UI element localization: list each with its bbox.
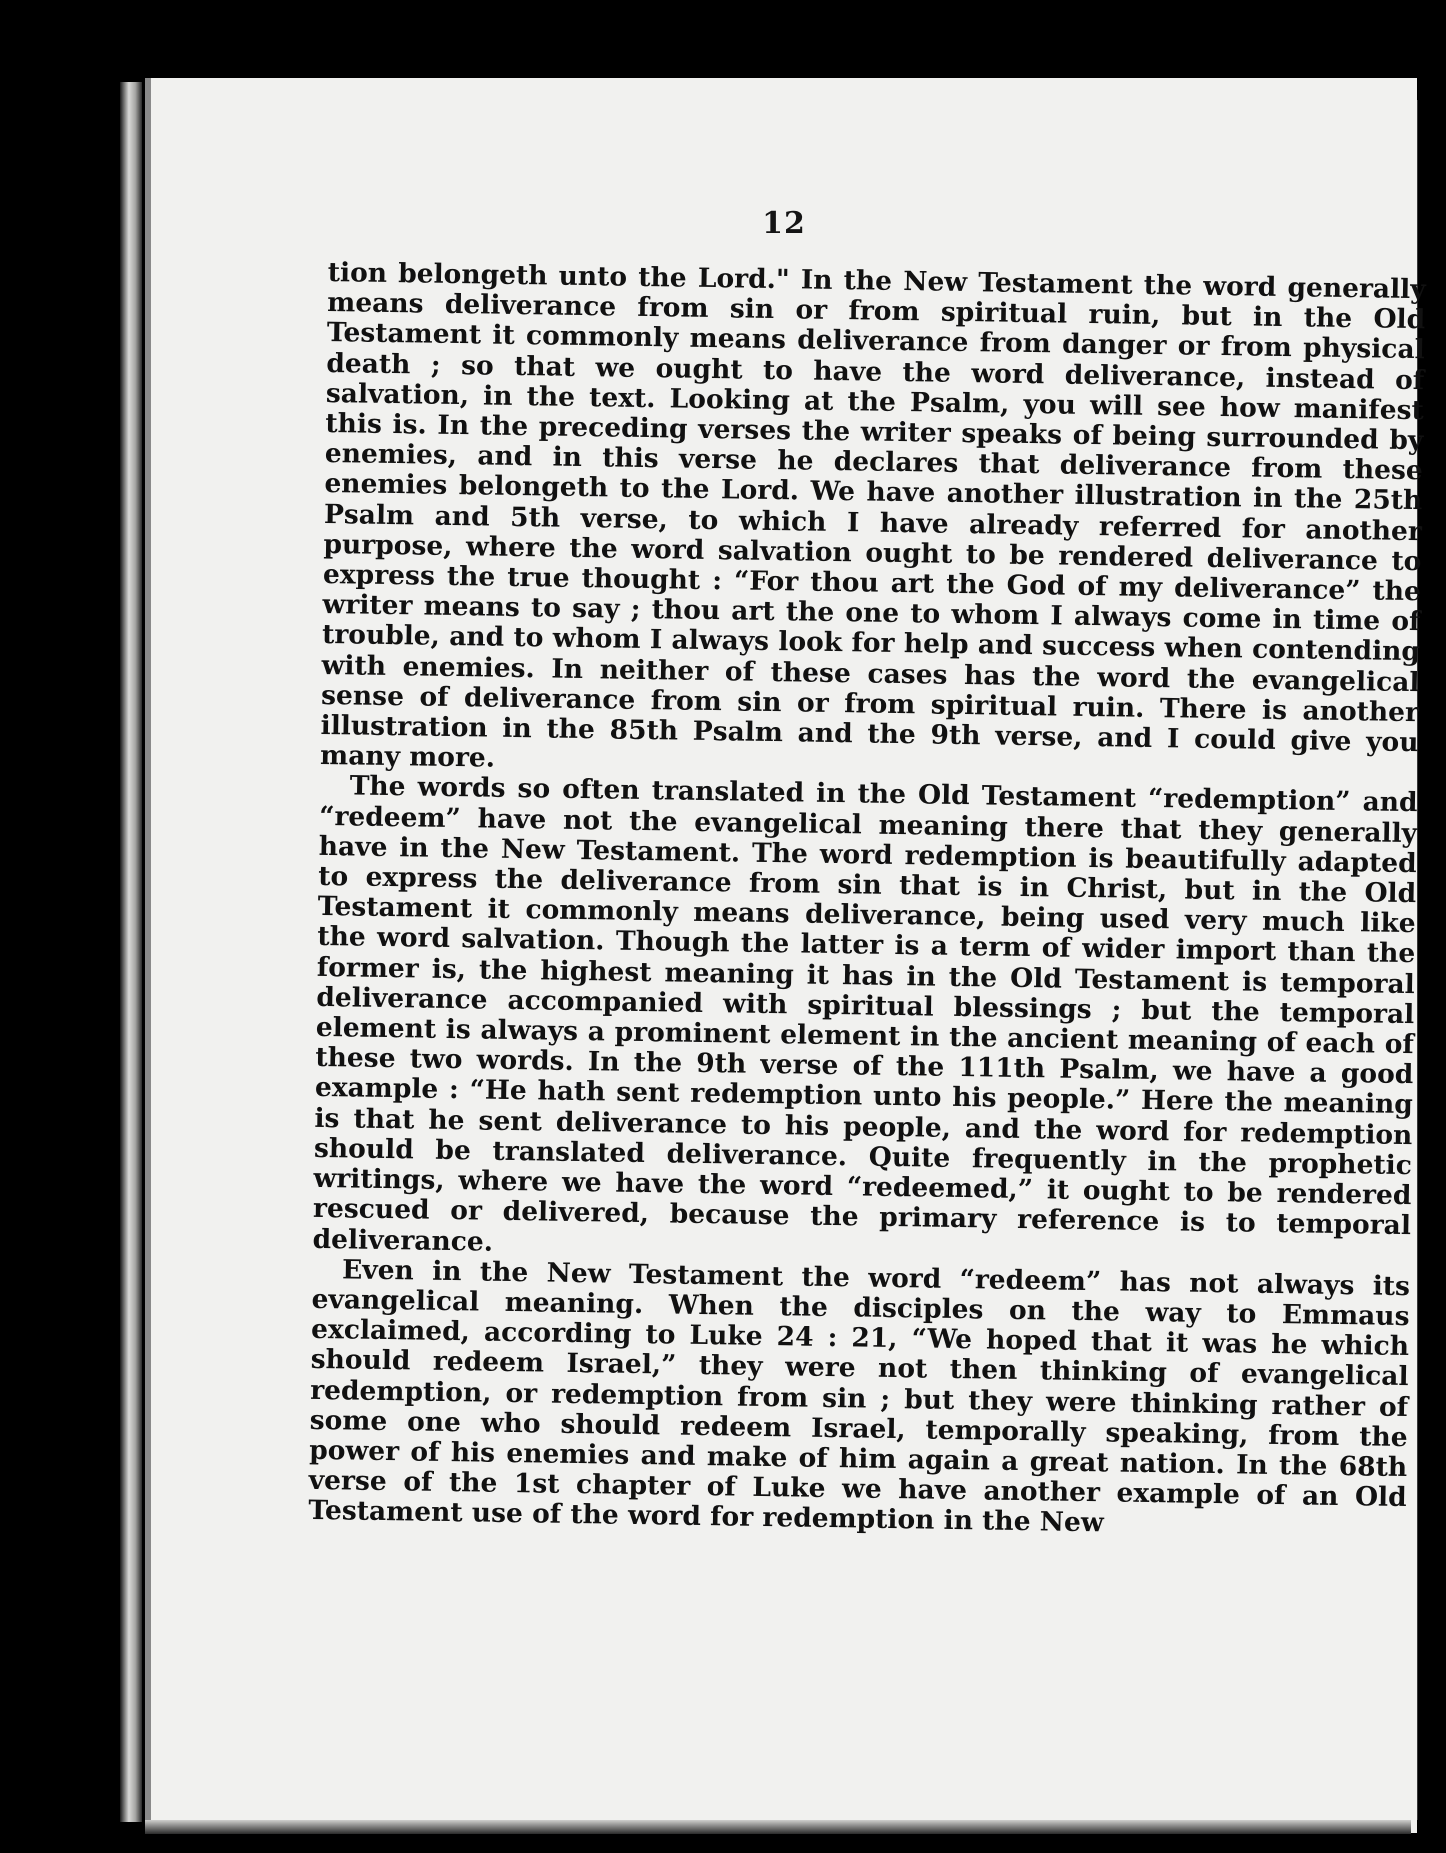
paragraph-3: Even in the New Testament the word “redeem” has not always its evangelical meaning. When the disciples on the way to Emmaus exclaimed, according to Luke 24 : 21, “We hoped that it was he which should redeem Israel,” they were not then thinking of evangelical redemption, or redemption from sin ; but they were thinking rather of some one who should redeem Israel, temporally speaking, from the power of his enemies and make of him again a great nation. In the 68th verse of the 1st chapter of Luke we have another example of an Old Testament use of the word for redemption in the New [308,1254,1411,1539]
scanned-page [145,78,1426,1833]
paragraph-2: The words so often translated in the Old Testament “redemption” and “redeem” have not the evangelical meaning there that they generally have in the New Testament. The word redemption is beautifully adapted to express the deliverance from sin that is in Christ, but in the Old Testament it commonly means deliverance, being used very much like the word salvation. Though the latter is a term of wider import than the former is, the highest meaning it has in the Old Testament is temporal deliverance accompanied with spiritual blessings ; but the temporal element is always a prominent element in the ancient meaning of each of these two words. In the 9th verse of the 111th Psalm, we have a good example : “He hath sent redemption unto his people.” Here the meaning is that he sent deliverance to his people, and the word for redemption should be translated deliverance. Quite frequently in the prophetic writings, where we have the word “redeemed,” it ought to be rendered rescued or delivered, because the primary reference is to temporal deliverance. [312,770,1418,1258]
page-bottom-shadow [145,1820,1411,1834]
book-spine-edge [120,82,142,1822]
body-text [308,258,1426,1544]
page-number: 12 [762,206,806,241]
paragraph-1: tion belongeth unto the Lord." In the New Testament the word generally means deliverance from sin or from spiritual ruin, but in the Old Testament it commonly means deliverance from danger or from physical death ; so that we ought to have the word deliverance, instead of salvation, in the text. Looking at the Psalm, you will see how manifest this is. In the preceding verses the writer speaks of being surrounded by enemies, and in this verse he declares that deliverance from these enemies belongeth to the Lord. We have another illustration in the 25th Psalm and 5th verse, to which I have already referred for another purpose, where the word salvation ought to be rendered deliverance to express the true thought : “For thou art the God of my deliverance” the writer means to say ; thou art the one to whom I always come in time of trouble, and to whom I always look for help and success when contending with enemies. In neither of these cases has the word the evangelical sense of deliverance from sin or from spiritual ruin. There is another illustration in the 85th Psalm and the 9th verse, and I could give you many more. [319,257,1426,774]
